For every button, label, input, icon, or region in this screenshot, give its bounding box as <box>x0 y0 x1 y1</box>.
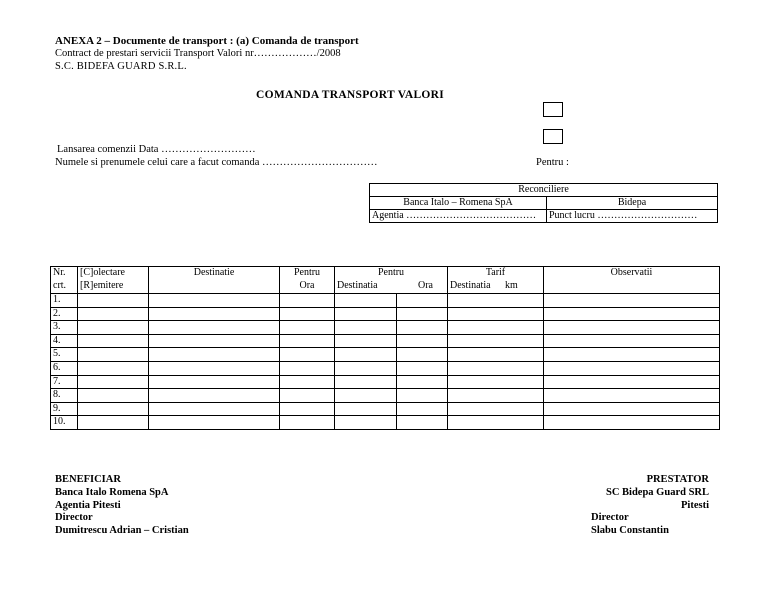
row-number: 8. <box>51 389 78 403</box>
header-dest-ora-group <box>335 280 448 294</box>
header-pentru-2: Pentru <box>335 267 448 281</box>
table-row <box>51 334 720 348</box>
header-tarif: Tarif <box>448 267 544 281</box>
table-row <box>51 416 720 430</box>
table-row <box>51 402 720 416</box>
checkbox-2[interactable] <box>543 129 563 144</box>
beneficiar-name: Dumitrescu Adrian – Cristian <box>55 525 189 537</box>
row-number: 10. <box>51 416 78 430</box>
punct-lucru-field: Punct lucru ………………………… <box>547 210 718 223</box>
header-pentru-1: Pentru <box>280 267 335 281</box>
prestator-name: Slabu Constantin <box>591 525 669 537</box>
row-number: 9. <box>51 402 78 416</box>
table-row <box>51 294 720 308</box>
transport-table <box>50 266 720 430</box>
header-remitere: [R]emitere <box>78 280 149 294</box>
table-row <box>51 348 720 362</box>
row-number: 2. <box>51 307 78 321</box>
form-title: COMANDA TRANSPORT VALORI <box>256 89 445 101</box>
checkbox-1[interactable] <box>543 102 563 117</box>
row-number: 5. <box>51 348 78 362</box>
reconciliation-title: Reconciliere <box>370 184 718 197</box>
beneficiar-branch: Agentia Pitesti <box>55 499 121 511</box>
launch-date-field: Lansarea comenzii Data ……………………… <box>57 144 256 155</box>
bidepa-header: Bidepa <box>547 197 718 210</box>
header-crt: crt. <box>51 280 78 294</box>
company-name: S.C. BIDEFA GUARD S.R.L. <box>55 61 187 72</box>
prestator-org: SC Bidepa Guard SRL <box>606 486 709 498</box>
table-row <box>51 389 720 403</box>
table-row <box>51 361 720 375</box>
table-row <box>51 321 720 335</box>
reconciliation-table <box>369 183 718 223</box>
header-km: km <box>505 280 518 291</box>
header-nr: Nr. <box>51 267 78 281</box>
row-number: 4. <box>51 334 78 348</box>
prestator-branch: Pitesti <box>681 499 709 511</box>
header-destinatie: Destinatie <box>149 267 280 281</box>
bank-header: Banca Italo – Romena SpA <box>370 197 547 210</box>
header-colectare: [C]olectare <box>78 267 149 281</box>
prestator-title: Director <box>591 512 629 524</box>
beneficiar-org: Banca Italo Romena SpA <box>55 486 169 498</box>
header-dest-km-group <box>448 280 544 294</box>
table-row <box>51 375 720 389</box>
table-row <box>51 307 720 321</box>
row-number: 6. <box>51 361 78 375</box>
beneficiar-title: Director <box>55 512 93 524</box>
header-ora-1: Ora <box>280 280 335 294</box>
row-number: 7. <box>51 375 78 389</box>
header-ora-2: Ora <box>418 280 433 291</box>
row-number: 3. <box>51 321 78 335</box>
prestator-block <box>591 474 709 538</box>
contract-line: Contract de prestari servicii Transport Valori nr………………/2008 <box>55 48 341 59</box>
header-observatii: Observatii <box>544 267 720 281</box>
pentru-label: Pentru : <box>536 157 569 168</box>
header-destinatia-2: Destinatia <box>337 280 378 291</box>
annex-title: ANEXA 2 – Documente de transport : (a) Comanda de transport <box>55 35 359 47</box>
row-number: 1. <box>51 294 78 308</box>
header-destinatia-3: Destinatia <box>450 280 491 291</box>
orderer-name-field: Numele si prenumele celui care a facut comanda …………………………… <box>55 157 378 168</box>
beneficiar-block <box>55 474 189 538</box>
beneficiar-role: BENEFICIAR <box>55 474 121 485</box>
prestator-role: PRESTATOR <box>646 474 709 485</box>
agentia-field: Agentia ………………………………… <box>370 210 547 223</box>
